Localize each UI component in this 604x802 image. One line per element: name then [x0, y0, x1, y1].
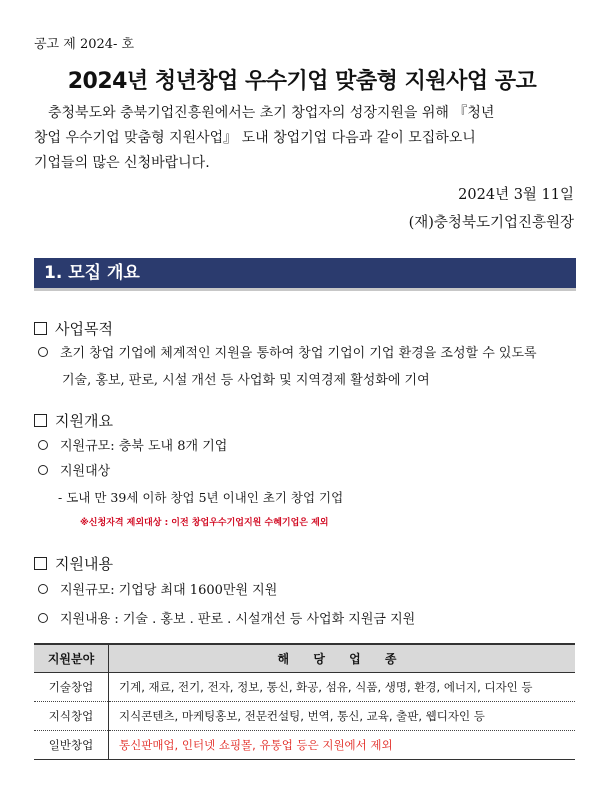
circle-bullet-icon	[38, 465, 48, 475]
square-bullet-icon	[34, 414, 47, 427]
circle-bullet-icon	[38, 440, 48, 450]
table-row	[34, 673, 575, 702]
overview-heading-text: 지원개요	[55, 412, 113, 430]
square-bullet-icon	[34, 322, 47, 335]
content-detail-text: 지원내용 : 기술 . 홍보 . 판로 . 시설개선 등 사업화 지원금 지원	[60, 612, 416, 627]
square-bullet-icon	[34, 557, 47, 570]
circle-bullet-icon	[38, 584, 48, 594]
header-sector: 지원분야	[34, 644, 109, 673]
table-row	[34, 702, 575, 731]
issuing-organization: (재)충청북도기업진흥원장	[408, 215, 574, 231]
overview-target-text: 지원대상	[60, 464, 111, 479]
section-title: 1. 모집 개요	[44, 263, 140, 283]
table-row	[34, 731, 575, 760]
content-heading	[34, 553, 113, 574]
circle-bullet-icon	[38, 613, 48, 623]
content-heading-text: 지원내용	[55, 555, 113, 573]
row-sector: 일반창업	[34, 731, 109, 760]
support-sector-table	[34, 643, 575, 760]
announcement-date: 2024년 3월 11일	[458, 187, 574, 203]
overview-heading	[34, 410, 113, 431]
row-sector: 지식창업	[34, 702, 109, 731]
notice-number: 공고 제 2024- 호	[34, 37, 135, 52]
section-header	[34, 258, 576, 291]
overview-target-detail: - 도내 만 39세 이하 창업 5년 이내인 초기 창업 기업	[58, 490, 344, 505]
intro-line: 창업 우수기업 맞춤형 지원사업』 도내 창업기업 다음과 같이 모집하오니	[34, 130, 476, 146]
content-scale-text: 지원규모: 기업당 최대 1600만원 지원	[60, 583, 278, 598]
row-industries-excluded: 통신판매업, 인터넷 쇼핑몰, 유통업 등은 지원에서 제외	[109, 731, 576, 760]
row-industries: 기계, 재료, 전기, 전자, 정보, 통신, 화공, 섬유, 식품, 생명, 환경, 에너지, 디자인 등	[109, 673, 576, 702]
row-industries: 지식콘텐츠, 마케팅홍보, 전문컨설팅, 번역, 통신, 교육, 출판, 웹디자인 등	[109, 702, 576, 731]
exclusion-note: ※신청자격 제외대상 : 이전 창업우수기업지원 수혜기업은 제외	[80, 518, 329, 528]
overview-target-bullet	[38, 461, 110, 483]
intro-paragraph	[34, 101, 574, 176]
content-detail-bullet	[38, 609, 415, 631]
overview-scale-text: 지원규모: 충북 도내 8개 기업	[60, 439, 228, 454]
purpose-bullet	[38, 343, 537, 365]
page-title: 2024년 청년창업 우수기업 맞춤형 지원사업 공고	[67, 69, 537, 94]
intro-line: 기업들의 많은 신청바랍니다.	[34, 155, 210, 171]
overview-scale-bullet	[38, 436, 227, 458]
purpose-heading	[34, 318, 113, 339]
circle-bullet-icon	[38, 347, 48, 357]
purpose-text-continued: 기술, 홍보, 판로, 시설 개선 등 사업화 및 지역경제 활성화에 기여	[62, 373, 430, 388]
content-scale-bullet	[38, 580, 277, 602]
purpose-heading-text: 사업목적	[55, 320, 113, 338]
row-sector: 기술창업	[34, 673, 109, 702]
header-industries: 해 당 업 종	[109, 644, 576, 673]
purpose-text: 초기 창업 기업에 체계적인 지원을 통하여 창업 기업이 기업 환경을 조성할 수 있도록	[60, 346, 537, 361]
table-header-row	[34, 644, 575, 673]
intro-line: 충청북도와 충북기업진흥원에서는 초기 창업자의 성장지원을 위해 『청년	[48, 105, 495, 121]
